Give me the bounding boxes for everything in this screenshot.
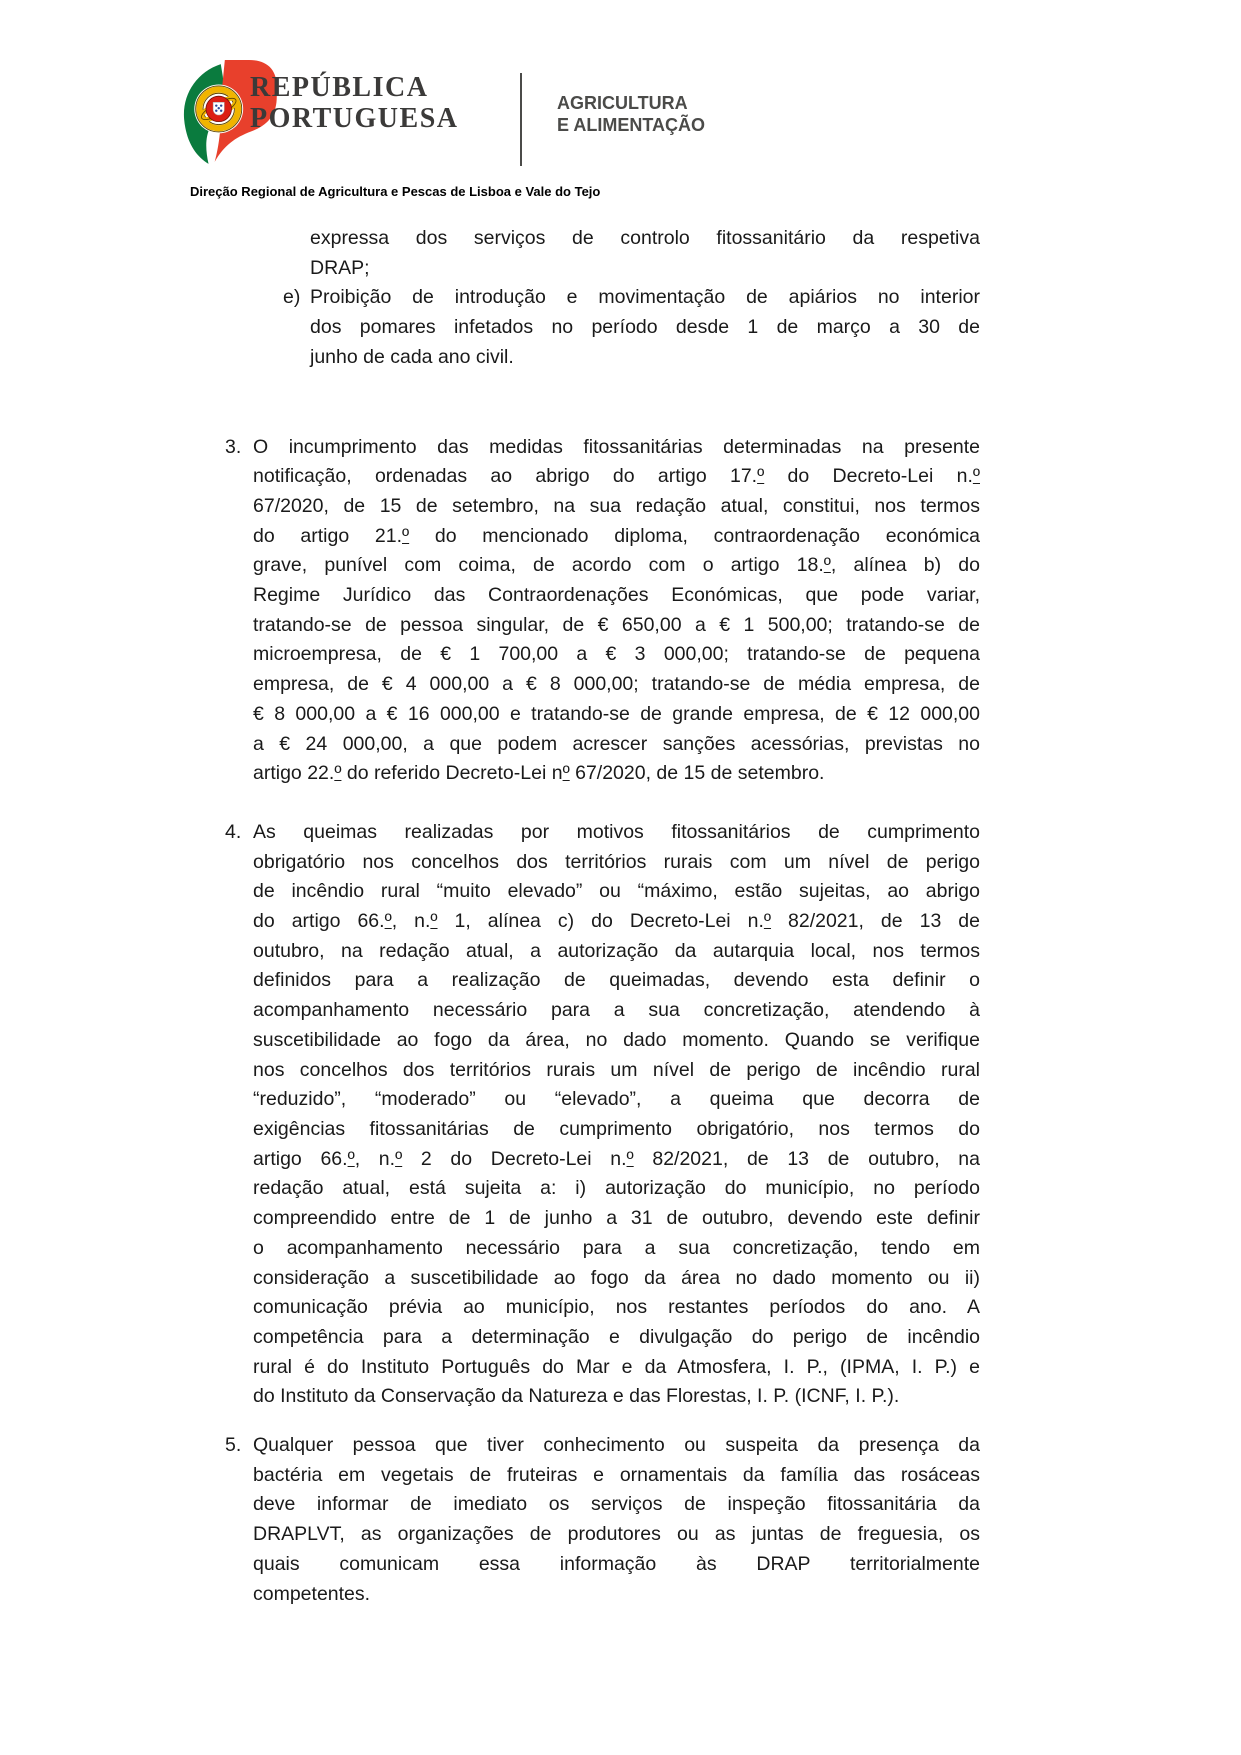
text-line: nos concelhos dos territórios rurais um nível de perigo de incêndio rural — [253, 1058, 980, 1081]
text-line: notificação, ordenadas ao abrigo do artigo 17.º do Decreto-Lei n.º — [253, 465, 980, 488]
text-line: a € 24 000,00, a que podem acrescer sanções acessórias, previstas no — [253, 732, 980, 755]
list-item-marker: e) — [283, 286, 301, 309]
text-line: de incêndio rural “muito elevado” ou “máximo, estão sujeitas, ao abrigo — [253, 880, 980, 903]
list-item-marker: 4. — [225, 820, 242, 843]
list-item-4 — [225, 818, 980, 1412]
text-line: deve informar de imediato os serviços de inspeção fitossanitária da — [253, 1493, 980, 1516]
text-line: empresa, de € 4 000,00 a € 8 000,00; tratando-se de média empresa, de — [253, 673, 980, 696]
republic-wordmark — [250, 72, 458, 134]
text-line: As queimas realizadas por motivos fitossanitários de cumprimento — [253, 820, 980, 843]
text-line: junho de cada ano civil. — [310, 345, 514, 368]
ministry-line-2: E ALIMENTAÇÃO — [557, 115, 705, 135]
text-line: exigências fitossanitárias de cumprimento obrigatório, nos termos do — [253, 1117, 980, 1140]
text-line: comunicação prévia ao município, nos restantes períodos do ano. A — [253, 1296, 980, 1319]
list-item-marker: 5. — [225, 1434, 242, 1457]
text-line: tratando-se de pessoa singular, de € 650,00 a € 1 500,00; tratando-se de — [253, 613, 980, 636]
text-line: rural é do Instituto Português do Mar e da Atmosfera, I. P., (IPMA, I. P.) e — [253, 1355, 980, 1378]
text-line: bactéria em vegetais de fruteiras e ornamentais da família das rosáceas — [253, 1463, 980, 1486]
text-line: competentes. — [253, 1582, 371, 1605]
document-body — [225, 224, 980, 1609]
text-line: quais comunicam essa informação às DRAP territorialmente — [253, 1552, 980, 1575]
text-line: DRAPLVT, as organizações de produtores ou as juntas de freguesia, os — [253, 1523, 980, 1546]
text-line: suscetibilidade ao fogo da área, no dado momento. Quando se verifique — [253, 1028, 980, 1051]
list-item-marker: 3. — [225, 435, 242, 458]
text-line: € 8 000,00 a € 16 000,00 e tratando-se de grande empresa, de € 12 000,00 — [253, 702, 980, 725]
text-line: “reduzido”, “moderado” ou “elevado”, a queima que decorra de — [253, 1088, 980, 1111]
text-line: o acompanhamento necessário para a sua concretização, tendo em — [253, 1236, 980, 1259]
text-line: redação atual, está sujeita a: i) autorização do município, no período — [253, 1177, 980, 1200]
list-item-text — [310, 283, 980, 372]
text-line: Regime Jurídico das Contraordenações Económicas, que pode variar, — [253, 584, 980, 607]
text-line: artigo 22.º do referido Decreto-Lei nº 67/2020, de 15 de setembro. — [253, 762, 825, 785]
department-title: Direção Regional de Agricultura e Pescas de Lisboa e Vale do Tejo — [190, 184, 601, 199]
brand-line-1: REPÚBLICA — [250, 72, 429, 103]
text-line: acompanhamento necessário para a sua concretização, atendendo à — [253, 999, 980, 1022]
text-line: 67/2020, de 15 de setembro, na sua redação atual, constitui, nos termos — [253, 494, 980, 517]
text-line: DRAP; — [310, 256, 370, 279]
ministry-line-1: AGRICULTURA — [557, 93, 688, 113]
list-item-text — [253, 818, 980, 1412]
list-item-5 — [225, 1431, 980, 1609]
list-item-text — [310, 224, 980, 283]
list-item-text — [253, 433, 980, 789]
list-item-text — [253, 1431, 980, 1609]
text-line: artigo 66.º, n.º 2 do Decreto-Lei n.º 82/2021, de 13 de outubro, na — [253, 1147, 980, 1170]
text-line: Proibição de introdução e movimentação de apiários no interior — [310, 286, 980, 309]
text-line: expressa dos serviços de controlo fitossanitário da respetiva — [310, 227, 980, 249]
text-line: Qualquer pessoa que tiver conhecimento ou suspeita da presença da — [253, 1434, 980, 1457]
header-divider — [520, 73, 522, 166]
text-line: consideração a suscetibilidade ao fogo da área no dado momento ou ii) — [253, 1266, 980, 1289]
text-line: outubro, na redação atual, a autorização da autarquia local, nos termos — [253, 939, 980, 962]
ministry-name — [557, 92, 705, 136]
text-line: grave, punível com coima, de acordo com o artigo 18.º, alínea b) do — [253, 554, 980, 577]
text-line: do Instituto da Conservação da Natureza e das Florestas, I. P. (ICNF, I. P.). — [253, 1385, 900, 1408]
text-line: obrigatório nos concelhos dos territórios rurais com um nível de perigo — [253, 850, 980, 873]
brand-line-2: PORTUGUESA — [250, 103, 459, 134]
text-line: definidos para a realização de queimadas, devendo esta definir o — [253, 969, 980, 992]
text-line: compreendido entre de 1 de junho a 31 de outubro, devendo este definir — [253, 1207, 980, 1230]
text-line: do artigo 66.º, n.º 1, alínea c) do Decreto-Lei n.º 82/2021, de 13 de — [253, 910, 980, 933]
text-line: do artigo 21.º do mencionado diploma, contraordenação económica — [253, 524, 980, 547]
list-item-e — [283, 283, 980, 372]
text-line: dos pomares infetados no período desde 1 de março a 30 de — [310, 316, 980, 339]
list-item-3 — [225, 433, 980, 789]
text-line: microempresa, de € 1 700,00 a € 3 000,00; tratando-se de pequena — [253, 643, 980, 666]
text-line: competência para a determinação e divulgação do perigo de incêndio — [253, 1325, 980, 1348]
text-line: O incumprimento das medidas fitossanitárias determinadas na presente — [253, 435, 980, 458]
paragraph-continuation — [310, 224, 980, 283]
